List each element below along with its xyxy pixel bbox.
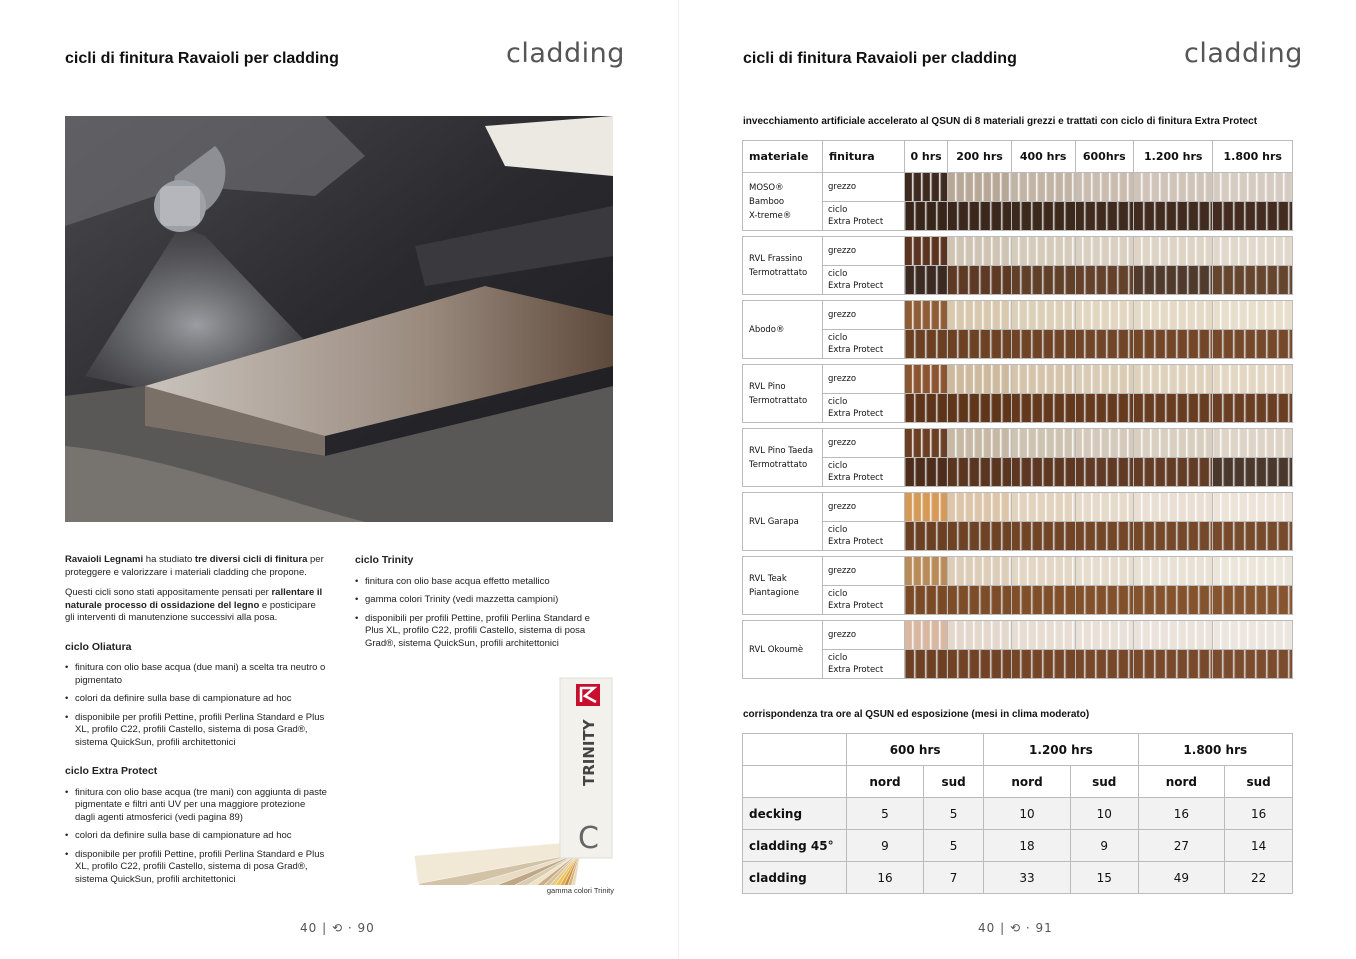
swatch-raw [1134, 493, 1213, 522]
table-row [743, 830, 1293, 862]
finish-raw: grezzo [823, 173, 905, 202]
finish-cycle: ciclo Extra Protect [823, 586, 905, 615]
exposure-table-body [743, 798, 1293, 894]
table-row [743, 330, 1293, 359]
swatch-raw [905, 621, 948, 650]
spray-finishing-photo [65, 116, 613, 522]
swatch-raw [948, 621, 1012, 650]
swatch-treated [1213, 202, 1293, 231]
swatch-treated [1134, 522, 1213, 551]
table-row [743, 458, 1293, 487]
group-header: 1.200 hrs [984, 734, 1138, 766]
swatch-treated [1213, 650, 1293, 679]
intro-paragraph-1: Ravaioli Legnami ha studiato tre diversi cicli di finitura per proteggere e valorizzare i materiali cladding che propone. [65, 554, 324, 578]
row-label: cladding 45° [743, 830, 847, 862]
swatch-treated [1011, 202, 1075, 231]
table-row [743, 237, 1293, 266]
swatch-treated [1134, 266, 1213, 295]
swatch-raw [1134, 301, 1213, 330]
swatch-treated [1075, 202, 1134, 231]
material-name: RVL Teak Piantagione [743, 557, 823, 615]
swatch-raw [1075, 557, 1134, 586]
table-row [743, 394, 1293, 423]
swatch-raw [1011, 493, 1075, 522]
header-cell: 1.800 hrs [1213, 141, 1293, 173]
table-row [743, 650, 1293, 679]
swatch-treated [1213, 330, 1293, 359]
list-item: • disponibili per profili Pettine, profili Perlina Standard e Plus XL, profilo C22, profili Castello, sistema di posa Grad®, sistema QuickSun, profili architettonici [355, 613, 605, 651]
swatch-treated [1075, 650, 1134, 679]
swatch-treated [948, 266, 1012, 295]
swatch-raw [1075, 173, 1134, 202]
swatch-treated [1011, 266, 1075, 295]
swatch-treated [905, 202, 948, 231]
exposure-table [742, 733, 1293, 894]
cycle-heading-extra-protect: ciclo Extra Protect [65, 765, 158, 777]
fan-caption: gamma colori Trinity [546, 886, 614, 895]
sub-header: nord [1138, 766, 1225, 798]
value-cell: 16 [1138, 798, 1225, 830]
swatch-treated [948, 650, 1012, 679]
swatch-treated [1075, 586, 1134, 615]
swatch-treated [1075, 394, 1134, 423]
swatch-treated [1011, 650, 1075, 679]
header-cell: 1.200 hrs [1134, 141, 1213, 173]
swatch-treated [905, 266, 948, 295]
row-label: cladding [743, 862, 847, 894]
value-cell: 49 [1138, 862, 1225, 894]
exposure-header-groups [743, 734, 1293, 766]
swatch-raw [948, 365, 1012, 394]
fan-brand-label: TRINITY [580, 719, 598, 786]
intro-paragraph-2: Questi cicli sono stati appositamente pensati per rallentare il naturale processo di ossidazione del legno e posticipare gli interventi di manutenzione successivi alla posa. [65, 587, 323, 623]
finish-raw: grezzo [823, 493, 905, 522]
finish-cycle: ciclo Extra Protect [823, 522, 905, 551]
value-cell: 22 [1225, 862, 1293, 894]
swatch-treated [1134, 586, 1213, 615]
finish-cycle: ciclo Extra Protect [823, 202, 905, 231]
swatch-raw [905, 365, 948, 394]
sub-header: nord [847, 766, 924, 798]
list-item: • disponibile per profili Pettine, profili Perlina Standard e Plus XL, profilo C22, profili Castello, sistema di posa Grad®, sistema QuickSun, profili architettonici [65, 849, 327, 887]
value-cell: 14 [1225, 830, 1293, 862]
swatch-raw [1075, 493, 1134, 522]
group-header: 600 hrs [847, 734, 984, 766]
empty-cell [743, 766, 847, 798]
value-cell: 10 [984, 798, 1071, 830]
swatch-treated [1075, 458, 1134, 487]
table-row [743, 557, 1293, 586]
aging-table [742, 140, 1293, 679]
header-cell: 400 hrs [1011, 141, 1075, 173]
finish-cycle: ciclo Extra Protect [823, 330, 905, 359]
swatch-raw [1134, 557, 1213, 586]
swatch-raw [1075, 429, 1134, 458]
aging-table-header [743, 141, 1293, 173]
swatch-raw [1011, 429, 1075, 458]
swatch-treated [1075, 266, 1134, 295]
finish-raw: grezzo [823, 301, 905, 330]
swatch-treated [1011, 586, 1075, 615]
swatch-treated [905, 522, 948, 551]
list-item: • finitura con olio base acqua effetto metallico [355, 576, 605, 589]
material-name: RVL Pino Taeda Termotrattato [743, 429, 823, 487]
swatch-treated [948, 586, 1012, 615]
finish-raw: grezzo [823, 237, 905, 266]
swatch-raw [905, 301, 948, 330]
material-name: RVL Okoumè [743, 621, 823, 679]
finish-raw: grezzo [823, 365, 905, 394]
swatch-raw [905, 493, 948, 522]
table-row [743, 429, 1293, 458]
swatch-treated [1134, 650, 1213, 679]
swatch-treated [905, 586, 948, 615]
value-cell: 5 [847, 798, 924, 830]
aging-table-body [743, 173, 1293, 679]
swatch-treated [1011, 394, 1075, 423]
cycle-heading-trinity: ciclo Trinity [355, 554, 414, 566]
row-label: decking [743, 798, 847, 830]
swatch-raw [1213, 557, 1293, 586]
exposure-header-sub [743, 766, 1293, 798]
swatch-treated [1134, 394, 1213, 423]
header-cell: materiale [743, 141, 823, 173]
table-row [743, 365, 1293, 394]
swatch-raw [948, 429, 1012, 458]
swatch-raw [1213, 173, 1293, 202]
table-row [743, 798, 1293, 830]
swatch-treated [905, 330, 948, 359]
sub-header: sud [923, 766, 983, 798]
swatch-treated [948, 394, 1012, 423]
swatch-treated [1213, 266, 1293, 295]
list-item: • colori da definire sulla base di campionature ad hoc [65, 693, 327, 706]
cycle-list-trinity [355, 576, 605, 651]
list-item: • finitura con olio base acqua (tre mani) con aggiunta di paste pigmentate e filtri anti UV per una maggiore protezione dagli agenti atmosferici (vedi pagina 89) [65, 787, 327, 825]
value-cell: 15 [1070, 862, 1138, 894]
header-cell: finitura [823, 141, 905, 173]
swatch-treated [948, 202, 1012, 231]
table-row [743, 522, 1293, 551]
swatch-treated [905, 650, 948, 679]
swatch-treated [1134, 330, 1213, 359]
swatch-raw [1134, 365, 1213, 394]
page-title: cicli di finitura Ravaioli per cladding [65, 50, 339, 67]
page-folio: 40 | ⟲ · 90 [300, 921, 375, 935]
group-header: 1.800 hrs [1138, 734, 1292, 766]
material-name: Abodo® [743, 301, 823, 359]
value-cell: 5 [923, 830, 983, 862]
swatch-raw [1075, 365, 1134, 394]
swatch-treated [1213, 458, 1293, 487]
swatch-raw [948, 493, 1012, 522]
value-cell: 10 [1070, 798, 1138, 830]
swatch-raw [1011, 301, 1075, 330]
list-item: • disponibile per profili Pettine, profili Perlina Standard e Plus XL, profilo C22, profili Castello, sistema di posa Grad®, sistema QuickSun, profili architettonici [65, 712, 327, 750]
spray-photo-illustration [65, 116, 613, 522]
swatch-raw [1011, 173, 1075, 202]
swatch-raw [905, 557, 948, 586]
table-row [743, 266, 1293, 295]
swatch-raw [1213, 429, 1293, 458]
swatch-treated [905, 394, 948, 423]
table-row [743, 301, 1293, 330]
swatch-raw [948, 237, 1012, 266]
table1-title: invecchiamento artificiale accelerato al QSUN di 8 materiali grezzi e trattati con ciclo di finitura Extra Protect [743, 116, 1258, 127]
page-title: cicli di finitura Ravaioli per cladding [743, 50, 1017, 67]
swatch-raw [1134, 429, 1213, 458]
cycle-list-oliatura [65, 662, 327, 749]
swatch-treated [1011, 330, 1075, 359]
swatch-raw [1011, 237, 1075, 266]
swatch-raw [1134, 621, 1213, 650]
swatch-raw [1134, 173, 1213, 202]
sub-header: nord [984, 766, 1071, 798]
swatch-raw [1075, 621, 1134, 650]
value-cell: 9 [1070, 830, 1138, 862]
cycle-heading-oliatura: ciclo Oliatura [65, 640, 132, 653]
swatch-raw [1213, 237, 1293, 266]
swatch-raw [1213, 621, 1293, 650]
section-heading: cladding [1184, 38, 1303, 69]
swatch-raw [905, 237, 948, 266]
finish-raw: grezzo [823, 429, 905, 458]
value-cell: 18 [984, 830, 1071, 862]
value-cell: 5 [923, 798, 983, 830]
trinity-color-fan [410, 670, 620, 885]
value-cell: 9 [847, 830, 924, 862]
swatch-raw [1075, 301, 1134, 330]
finish-cycle: ciclo Extra Protect [823, 650, 905, 679]
trinity-text [355, 554, 605, 656]
header-cell: 0 hrs [905, 141, 948, 173]
section-heading: cladding [506, 38, 625, 69]
swatch-treated [1134, 202, 1213, 231]
swatch-raw [948, 301, 1012, 330]
table-row [743, 586, 1293, 615]
table-row [743, 621, 1293, 650]
swatch-raw [1011, 557, 1075, 586]
material-name: RVL Pino Termotrattato [743, 365, 823, 423]
list-item: • finitura con olio base acqua (due mani) a scelta tra neutro o pigmentato [65, 662, 327, 687]
right-page [679, 0, 1356, 959]
swatch-raw [905, 429, 948, 458]
finish-raw: grezzo [823, 621, 905, 650]
value-cell: 16 [1225, 798, 1293, 830]
value-cell: 7 [923, 862, 983, 894]
sub-header: sud [1225, 766, 1293, 798]
swatch-treated [1213, 394, 1293, 423]
table-row [743, 202, 1293, 231]
fan-letter: C [578, 821, 599, 856]
material-name: RVL Frassino Termotrattato [743, 237, 823, 295]
swatch-raw [1011, 365, 1075, 394]
swatch-raw [1213, 493, 1293, 522]
header-cell: 200 hrs [948, 141, 1012, 173]
list-item: • colori da definire sulla base di campionature ad hoc [65, 830, 327, 843]
swatch-raw [948, 557, 1012, 586]
empty-cell [743, 734, 847, 766]
swatch-treated [948, 458, 1012, 487]
swatch-treated [948, 522, 1012, 551]
swatch-treated [948, 330, 1012, 359]
material-name: MOSO® Bamboo X-treme® [743, 173, 823, 231]
finish-cycle: ciclo Extra Protect [823, 266, 905, 295]
swatch-treated [1011, 458, 1075, 487]
page-folio: 40 | ⟲ · 91 [978, 921, 1053, 935]
cycle-list-extra-protect [65, 787, 327, 887]
swatch-raw [1075, 237, 1134, 266]
value-cell: 16 [847, 862, 924, 894]
table-row [743, 862, 1293, 894]
swatch-raw [905, 173, 948, 202]
swatch-treated [1075, 330, 1134, 359]
material-name: RVL Garapa [743, 493, 823, 551]
swatch-raw [1011, 621, 1075, 650]
swatch-raw [1213, 365, 1293, 394]
swatch-treated [1213, 586, 1293, 615]
swatch-treated [1134, 458, 1213, 487]
swatch-treated [905, 458, 948, 487]
swatch-treated [1213, 522, 1293, 551]
finish-cycle: ciclo Extra Protect [823, 394, 905, 423]
swatch-treated [1011, 522, 1075, 551]
swatch-raw [948, 173, 1012, 202]
swatch-raw [1134, 237, 1213, 266]
color-fan-illustration [410, 670, 620, 885]
table2-title: corrispondenza tra ore al QSUN ed esposizione (mesi in clima moderato) [743, 709, 1090, 720]
value-cell: 27 [1138, 830, 1225, 862]
list-item: • gamma colori Trinity (vedi mazzetta campioni) [355, 594, 605, 607]
table-row [743, 173, 1293, 202]
table-row [743, 493, 1293, 522]
swatch-treated [1075, 522, 1134, 551]
sub-header: sud [1070, 766, 1138, 798]
finish-raw: grezzo [823, 557, 905, 586]
value-cell: 33 [984, 862, 1071, 894]
intro-text [65, 554, 327, 892]
finish-cycle: ciclo Extra Protect [823, 458, 905, 487]
header-cell: 600hrs [1075, 141, 1134, 173]
swatch-raw [1213, 301, 1293, 330]
